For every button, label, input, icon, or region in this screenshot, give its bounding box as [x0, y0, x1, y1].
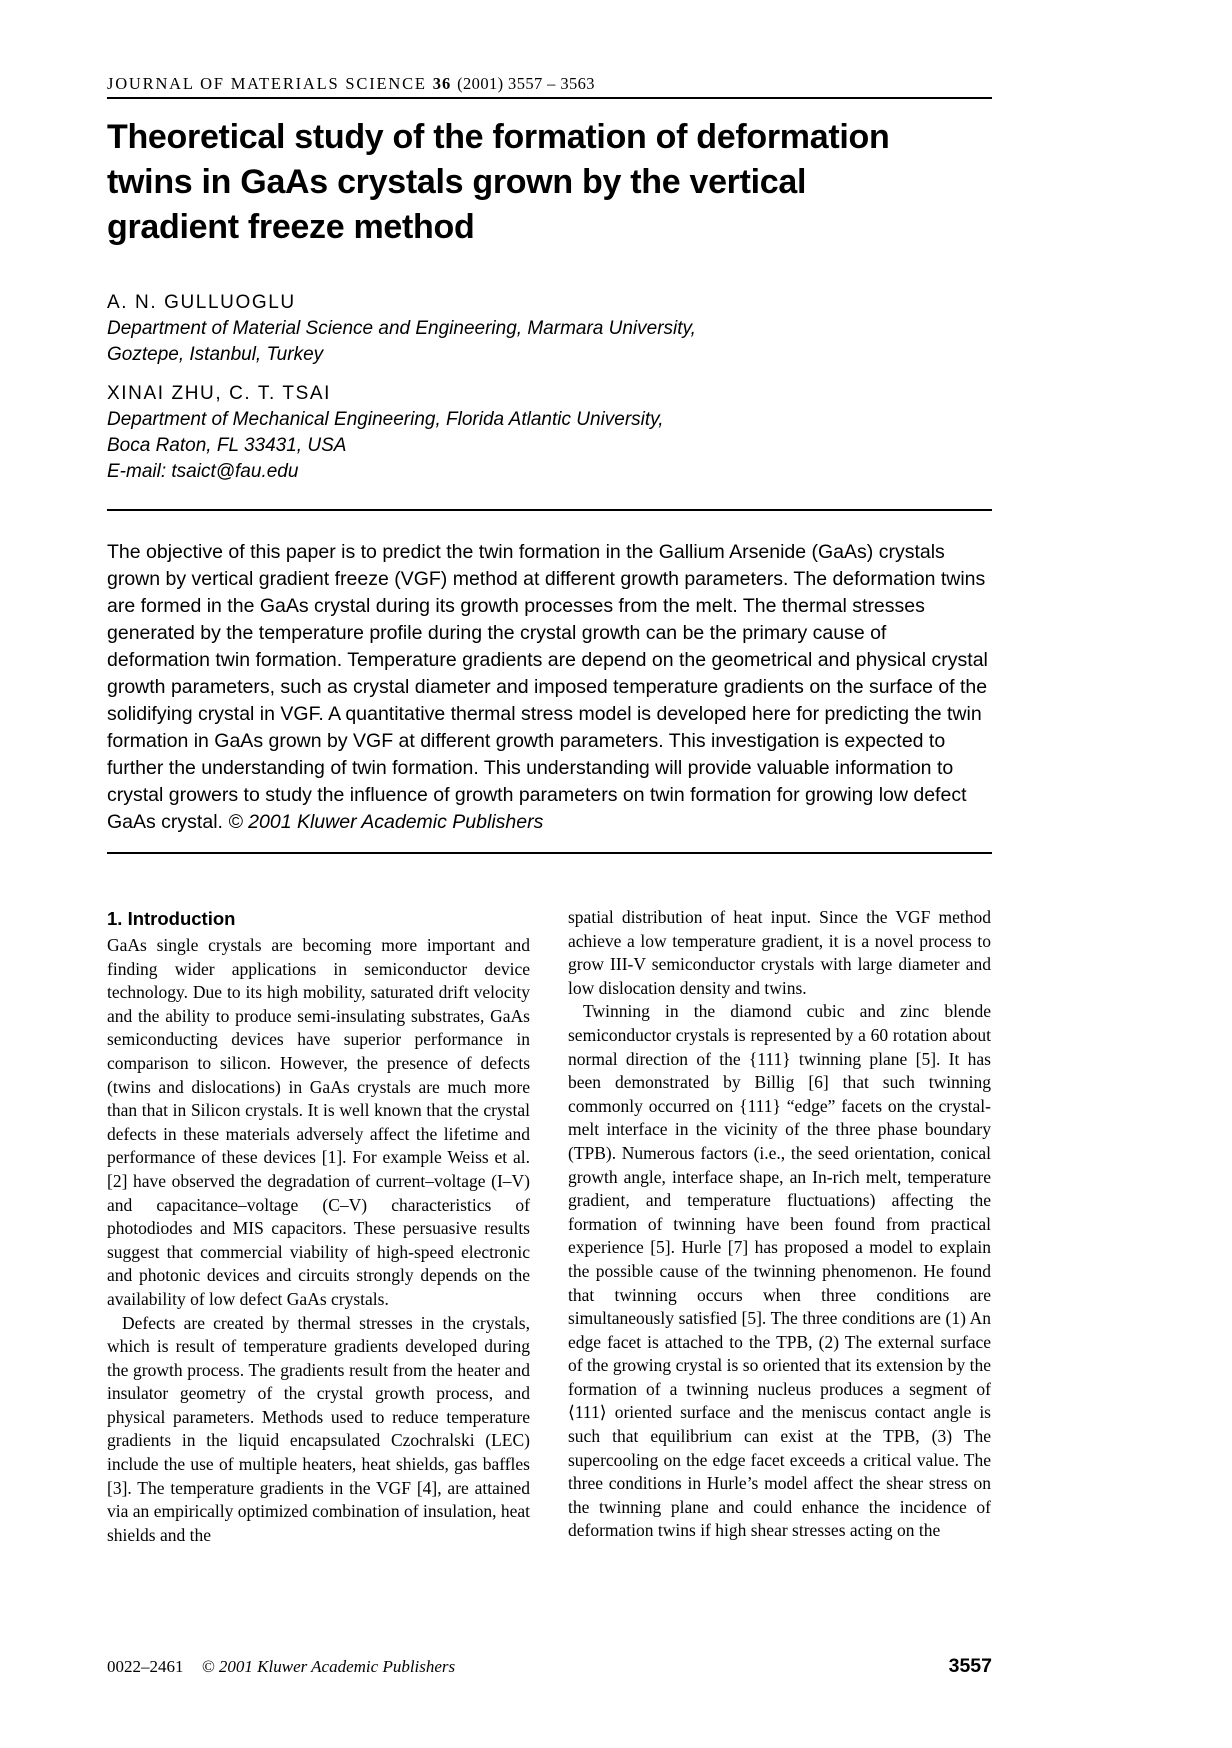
abstract-text: The objective of this paper is to predict the twin formation in the Gallium Arsenide (GaAs) crystals grown by vertical gradient freeze (VGF) method at different growth parameters. The deformation twins are formed in the GaAs crystal during its growth processes from the melt. The thermal stresses generated by the temperature profile during the crystal growth can be the primary cause of deformation twin formation. Temperature gradients are depend on the geometrical and physical crystal growth parameters, such as crystal diameter and imposed temperature gradients on the surface of the solidifying crystal in VGF. A quantitative thermal stress model is developed here for predicting the twin formation in GaAs grown by VGF at different growth parameters. This investigation is expected to further the understanding of twin formation. This understanding will provide valuable information to crystal growers to study the influence of growth parameters on twin formation for growing low defect GaAs crystal.: [107, 541, 988, 833]
page-title: [107, 115, 992, 250]
footer-imprint: [107, 1657, 455, 1677]
title-line-1: Theoretical study of the formation of deformation: [107, 118, 890, 156]
authors-section: [107, 290, 992, 485]
body-columns: [107, 906, 992, 1547]
journal-year-pages: (2001) 3557 – 3563: [457, 74, 595, 93]
abstract-bottom-rule: [107, 852, 992, 854]
author-2-affiliation-line-1: Department of Mechanical Engineering, Florida Atlantic University,: [107, 409, 664, 430]
page-number: 3557: [948, 1655, 992, 1677]
abstract-copyright: © 2001 Kluwer Academic Publishers: [228, 811, 544, 833]
right-column-paragraph-1: spatial distribution of heat input. Since the VGF method achieve a low temperature gradient, it is a novel process to grow III-V semiconductor crystals with large diameter and low dislocation density and twins.: [568, 907, 991, 998]
issn-number: 0022–2461: [107, 1657, 184, 1676]
title-line-3: gradient freeze method: [107, 208, 475, 246]
abstract: [107, 539, 992, 836]
section-heading-introduction: 1. Introduction: [107, 908, 236, 929]
page-footer: [107, 1655, 992, 1678]
abstract-top-rule: [107, 509, 992, 511]
left-column: [107, 906, 530, 1547]
right-column-paragraph-2: Twinning in the diamond cubic and zinc blende semiconductor crystals is represented by a 60 rotation about normal direction of the {111} twinning plane [5]. It has been demonstrated by Billig [6] that such twinning commonly occurred on {111} “edge” facets on the crystal-melt interface in the vicinity of the three phase boundary (TPB). Numerous factors (i.e., the seed orientation, conical growth angle, interface shape, an In-rich melt, temperature gradient, and temperature fluctuations) affecting the formation of twinning have been found from practical experience [5]. Hurle [7] has proposed a model to explain the possible cause of the twinning phenomenon. He found that twinning occurs when three conditions are simultaneously satisfied [5]. The three conditions are (1) An edge facet is attached to the TPB, (2) The external surface of the growing crystal is so oriented that its extension by the formation of a twinning nucleus produces a segment of ⟨111⟩ oriented surface and the meniscus contact angle is such that equilibrium can exist at the TPB, (3) The supercooling on the edge facet exceeds a critical value. The three conditions in Hurle’s model affect the shear stress on the twinning plane and could enhance the incidence of deformation twins if high shear stresses acting on the: [568, 1001, 991, 1541]
header-rule: [107, 97, 992, 99]
journal-name: JOURNAL OF MATERIALS SCIENCE: [107, 74, 427, 93]
author-block-2: [107, 381, 992, 485]
title-line-2: twins in GaAs crystals grown by the vertical: [107, 163, 807, 201]
left-column-paragraph-1: GaAs single crystals are becoming more important and finding wider applications in semiconductor device technology. Due to its high mobility, saturated drift velocity and the ability to produce semi-insulating substrates, GaAs semiconducting devices have superior performance in comparison to silicon. However, the presence of defects (twins and dislocations) in GaAs crystals are much more than that in Silicon crystals. It is well known that the crystal defects in these materials adversely affect the lifetime and performance of these devices [1]. For example Weiss et al. [2] have observed the degradation of current–voltage (I–V) and capacitance–voltage (C–V) characteristics of photodiodes and MIS capacitors. These persuasive results suggest that commercial viability of high-speed electronic and photonic devices and circuits strongly depends on the availability of low defect GaAs crystals.: [107, 935, 530, 1309]
right-column: [568, 906, 991, 1547]
author-block-1: [107, 290, 992, 368]
author-2-affiliation-line-2: Boca Raton, FL 33431, USA: [107, 435, 347, 456]
author-1-affiliation-line-2: Goztepe, Istanbul, Turkey: [107, 344, 324, 365]
journal-header: [107, 74, 992, 94]
journal-volume: 36: [432, 74, 452, 93]
author-1-affiliation-line-1: Department of Material Science and Engineering, Marmara University,: [107, 318, 696, 339]
author-name-1: A. N. GULLUOGLU: [107, 292, 296, 313]
author-2-email: E-mail: tsaict@fau.edu: [107, 461, 299, 482]
footer-copyright: © 2001 Kluwer Academic Publishers: [201, 1657, 456, 1676]
left-column-paragraph-2: Defects are created by thermal stresses in the crystals, which is result of temperature gradients developed during the growth process. The gradients result from the heater and insulator geometry of the crystal growth process, and physical parameters. Methods used to reduce temperature gradients in the liquid encapsulated Czochralski (LEC) include the use of multiple heaters, heat shields, gas baffles [3]. The temperature gradients in the VGF [4], are attained via an empirically optimized combination of insulation, heat shields and the: [107, 1312, 530, 1545]
paper-page: [107, 0, 992, 1547]
author-name-2: XINAI ZHU, C. T. TSAI: [107, 383, 331, 404]
